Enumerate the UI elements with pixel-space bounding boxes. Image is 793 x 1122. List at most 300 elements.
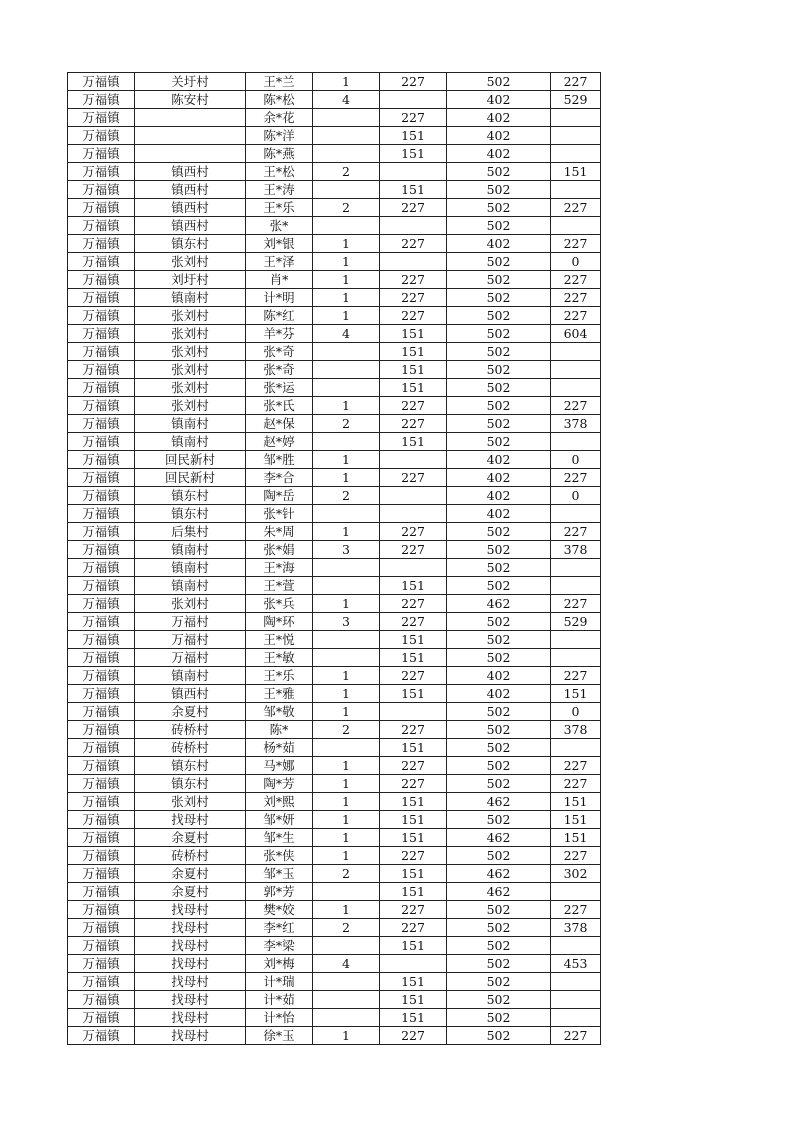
town-cell: 万福镇: [68, 523, 135, 541]
amount-a-cell: 227: [380, 667, 447, 685]
village-cell: [135, 145, 246, 163]
town-cell: 万福镇: [68, 235, 135, 253]
amount-a-cell: 227: [380, 775, 447, 793]
count-cell: [313, 217, 380, 235]
amount-b-cell: 402: [447, 127, 551, 145]
table-row: [68, 865, 601, 883]
name-cell: 陈*红: [246, 307, 313, 325]
village-cell: 张刘村: [135, 793, 246, 811]
name-cell: 王*悦: [246, 631, 313, 649]
name-cell: 王*敏: [246, 649, 313, 667]
amount-a-cell: 227: [380, 73, 447, 91]
amount-b-cell: 502: [447, 379, 551, 397]
town-cell: 万福镇: [68, 433, 135, 451]
name-cell: 王*松: [246, 163, 313, 181]
table-row: [68, 379, 601, 397]
table-row: [68, 937, 601, 955]
table-row: [68, 991, 601, 1009]
table-row: [68, 793, 601, 811]
amount-b-cell: 402: [447, 451, 551, 469]
total-cell: 227: [551, 235, 601, 253]
amount-b-cell: 402: [447, 685, 551, 703]
count-cell: [313, 433, 380, 451]
table-row: [68, 667, 601, 685]
total-cell: 227: [551, 397, 601, 415]
count-cell: 1: [313, 271, 380, 289]
table-row: [68, 91, 601, 109]
total-cell: 227: [551, 271, 601, 289]
total-cell: 227: [551, 289, 601, 307]
total-cell: 151: [551, 685, 601, 703]
name-cell: 陈*燕: [246, 145, 313, 163]
table-row: [68, 415, 601, 433]
total-cell: 604: [551, 325, 601, 343]
amount-b-cell: 502: [447, 325, 551, 343]
count-cell: [313, 577, 380, 595]
town-cell: 万福镇: [68, 667, 135, 685]
village-cell: 张刘村: [135, 361, 246, 379]
village-cell: 镇东村: [135, 505, 246, 523]
town-cell: 万福镇: [68, 757, 135, 775]
village-cell: 找母村: [135, 937, 246, 955]
name-cell: 王*乐: [246, 667, 313, 685]
table-row: [68, 253, 601, 271]
name-cell: 计*明: [246, 289, 313, 307]
amount-b-cell: 502: [447, 577, 551, 595]
table-row: [68, 523, 601, 541]
village-cell: 镇西村: [135, 685, 246, 703]
count-cell: 1: [313, 397, 380, 415]
amount-a-cell: 227: [380, 613, 447, 631]
total-cell: 227: [551, 901, 601, 919]
town-cell: 万福镇: [68, 991, 135, 1009]
name-cell: 邹*生: [246, 829, 313, 847]
amount-b-cell: 502: [447, 523, 551, 541]
total-cell: [551, 631, 601, 649]
amount-b-cell: 502: [447, 271, 551, 289]
village-cell: 回民新村: [135, 469, 246, 487]
total-cell: 378: [551, 541, 601, 559]
name-cell: 赵*保: [246, 415, 313, 433]
amount-a-cell: 227: [380, 289, 447, 307]
village-cell: 找母村: [135, 1009, 246, 1027]
name-cell: 张*针: [246, 505, 313, 523]
table-row: [68, 505, 601, 523]
total-cell: 227: [551, 595, 601, 613]
total-cell: [551, 991, 601, 1009]
amount-a-cell: 151: [380, 649, 447, 667]
name-cell: 张*娟: [246, 541, 313, 559]
amount-b-cell: 502: [447, 631, 551, 649]
count-cell: 1: [313, 73, 380, 91]
town-cell: 万福镇: [68, 829, 135, 847]
amount-a-cell: 227: [380, 469, 447, 487]
count-cell: 3: [313, 541, 380, 559]
amount-a-cell: 227: [380, 595, 447, 613]
table-row: [68, 649, 601, 667]
village-cell: 刘圩村: [135, 271, 246, 289]
name-cell: 邹*胜: [246, 451, 313, 469]
amount-a-cell: 151: [380, 937, 447, 955]
town-cell: 万福镇: [68, 325, 135, 343]
table-row: [68, 73, 601, 91]
name-cell: 张*奇: [246, 361, 313, 379]
table-row: [68, 811, 601, 829]
amount-b-cell: 502: [447, 307, 551, 325]
name-cell: 陶*岳: [246, 487, 313, 505]
name-cell: 李*梁: [246, 937, 313, 955]
amount-b-cell: 462: [447, 883, 551, 901]
amount-a-cell: 151: [380, 433, 447, 451]
name-cell: 邹*妍: [246, 811, 313, 829]
name-cell: 杨*茹: [246, 739, 313, 757]
name-cell: 王*兰: [246, 73, 313, 91]
count-cell: [313, 505, 380, 523]
town-cell: 万福镇: [68, 505, 135, 523]
village-cell: 镇南村: [135, 559, 246, 577]
total-cell: 227: [551, 757, 601, 775]
name-cell: 徐*玉: [246, 1027, 313, 1045]
amount-a-cell: [380, 451, 447, 469]
table-row: [68, 397, 601, 415]
table-row: [68, 271, 601, 289]
amount-b-cell: 502: [447, 649, 551, 667]
amount-b-cell: 502: [447, 217, 551, 235]
amount-b-cell: 502: [447, 847, 551, 865]
amount-b-cell: 402: [447, 667, 551, 685]
table-row: [68, 955, 601, 973]
town-cell: 万福镇: [68, 1027, 135, 1045]
count-cell: 1: [313, 811, 380, 829]
count-cell: [313, 145, 380, 163]
amount-b-cell: 502: [447, 775, 551, 793]
total-cell: 453: [551, 955, 601, 973]
village-cell: 张刘村: [135, 343, 246, 361]
data-table: [67, 72, 601, 1045]
amount-a-cell: 151: [380, 577, 447, 595]
town-cell: 万福镇: [68, 793, 135, 811]
table-row: [68, 163, 601, 181]
amount-a-cell: 151: [380, 325, 447, 343]
village-cell: 镇西村: [135, 181, 246, 199]
town-cell: 万福镇: [68, 217, 135, 235]
table-row: [68, 109, 601, 127]
village-cell: 镇西村: [135, 217, 246, 235]
town-cell: 万福镇: [68, 937, 135, 955]
town-cell: 万福镇: [68, 109, 135, 127]
village-cell: 找母村: [135, 955, 246, 973]
table-row: [68, 595, 601, 613]
total-cell: 227: [551, 775, 601, 793]
town-cell: 万福镇: [68, 199, 135, 217]
town-cell: 万福镇: [68, 901, 135, 919]
count-cell: [313, 361, 380, 379]
amount-a-cell: [380, 253, 447, 271]
village-cell: 余夏村: [135, 703, 246, 721]
total-cell: 227: [551, 1027, 601, 1045]
total-cell: [551, 883, 601, 901]
amount-a-cell: 227: [380, 271, 447, 289]
amount-b-cell: 502: [447, 343, 551, 361]
village-cell: 万福村: [135, 649, 246, 667]
town-cell: 万福镇: [68, 577, 135, 595]
village-cell: 镇东村: [135, 235, 246, 253]
town-cell: 万福镇: [68, 649, 135, 667]
village-cell: 砖桥村: [135, 739, 246, 757]
amount-b-cell: 402: [447, 235, 551, 253]
village-cell: 找母村: [135, 919, 246, 937]
name-cell: 李*合: [246, 469, 313, 487]
count-cell: 1: [313, 775, 380, 793]
table-row: [68, 325, 601, 343]
town-cell: 万福镇: [68, 127, 135, 145]
name-cell: 刘*梅: [246, 955, 313, 973]
town-cell: 万福镇: [68, 955, 135, 973]
table-row: [68, 451, 601, 469]
name-cell: 陶*芳: [246, 775, 313, 793]
table-row: [68, 829, 601, 847]
amount-a-cell: [380, 505, 447, 523]
count-cell: 1: [313, 469, 380, 487]
town-cell: 万福镇: [68, 559, 135, 577]
name-cell: 朱*周: [246, 523, 313, 541]
town-cell: 万福镇: [68, 919, 135, 937]
amount-b-cell: 502: [447, 253, 551, 271]
name-cell: 张*氏: [246, 397, 313, 415]
table-row: [68, 361, 601, 379]
count-cell: [313, 631, 380, 649]
table-row: [68, 685, 601, 703]
table-row: [68, 469, 601, 487]
amount-b-cell: 502: [447, 739, 551, 757]
total-cell: 378: [551, 415, 601, 433]
name-cell: 张*兵: [246, 595, 313, 613]
total-cell: 227: [551, 523, 601, 541]
town-cell: 万福镇: [68, 361, 135, 379]
amount-b-cell: 502: [447, 397, 551, 415]
table-row: [68, 577, 601, 595]
total-cell: 227: [551, 847, 601, 865]
village-cell: 镇东村: [135, 775, 246, 793]
village-cell: 回民新村: [135, 451, 246, 469]
amount-b-cell: 462: [447, 595, 551, 613]
amount-a-cell: 227: [380, 757, 447, 775]
town-cell: 万福镇: [68, 487, 135, 505]
table-row: [68, 217, 601, 235]
name-cell: 邹*玉: [246, 865, 313, 883]
total-cell: 529: [551, 91, 601, 109]
town-cell: 万福镇: [68, 541, 135, 559]
count-cell: 1: [313, 901, 380, 919]
village-cell: 余夏村: [135, 865, 246, 883]
total-cell: 378: [551, 919, 601, 937]
count-cell: [313, 937, 380, 955]
table-row: [68, 613, 601, 631]
total-cell: [551, 343, 601, 361]
amount-a-cell: 151: [380, 1009, 447, 1027]
amount-b-cell: 402: [447, 145, 551, 163]
amount-b-cell: 502: [447, 703, 551, 721]
amount-a-cell: 227: [380, 847, 447, 865]
total-cell: 151: [551, 163, 601, 181]
village-cell: 张刘村: [135, 307, 246, 325]
table-row: [68, 235, 601, 253]
count-cell: [313, 379, 380, 397]
amount-a-cell: 151: [380, 181, 447, 199]
village-cell: [135, 109, 246, 127]
amount-a-cell: 227: [380, 109, 447, 127]
amount-a-cell: 227: [380, 721, 447, 739]
amount-b-cell: 502: [447, 1027, 551, 1045]
count-cell: [313, 559, 380, 577]
count-cell: 2: [313, 163, 380, 181]
table-body: [68, 73, 601, 1045]
count-cell: 1: [313, 847, 380, 865]
village-cell: 镇南村: [135, 433, 246, 451]
total-cell: 151: [551, 829, 601, 847]
town-cell: 万福镇: [68, 307, 135, 325]
count-cell: 1: [313, 757, 380, 775]
total-cell: [551, 649, 601, 667]
amount-a-cell: 227: [380, 307, 447, 325]
total-cell: [551, 109, 601, 127]
village-cell: 镇东村: [135, 487, 246, 505]
village-cell: 张刘村: [135, 325, 246, 343]
count-cell: 2: [313, 919, 380, 937]
village-cell: 张刘村: [135, 595, 246, 613]
amount-a-cell: 227: [380, 397, 447, 415]
village-cell: 陈安村: [135, 91, 246, 109]
town-cell: 万福镇: [68, 181, 135, 199]
amount-a-cell: 151: [380, 865, 447, 883]
town-cell: 万福镇: [68, 973, 135, 991]
town-cell: 万福镇: [68, 883, 135, 901]
count-cell: [313, 991, 380, 1009]
name-cell: 余*花: [246, 109, 313, 127]
village-cell: 张刘村: [135, 397, 246, 415]
town-cell: 万福镇: [68, 415, 135, 433]
amount-b-cell: 502: [447, 415, 551, 433]
count-cell: 1: [313, 703, 380, 721]
amount-b-cell: 402: [447, 487, 551, 505]
town-cell: 万福镇: [68, 631, 135, 649]
count-cell: 4: [313, 955, 380, 973]
amount-a-cell: [380, 487, 447, 505]
total-cell: 302: [551, 865, 601, 883]
count-cell: 2: [313, 865, 380, 883]
village-cell: 砖桥村: [135, 721, 246, 739]
table-row: [68, 703, 601, 721]
town-cell: 万福镇: [68, 775, 135, 793]
total-cell: 378: [551, 721, 601, 739]
total-cell: [551, 973, 601, 991]
town-cell: 万福镇: [68, 91, 135, 109]
amount-b-cell: 402: [447, 505, 551, 523]
total-cell: [551, 379, 601, 397]
amount-a-cell: [380, 559, 447, 577]
total-cell: 227: [551, 469, 601, 487]
total-cell: 227: [551, 307, 601, 325]
amount-b-cell: 502: [447, 811, 551, 829]
town-cell: 万福镇: [68, 721, 135, 739]
amount-b-cell: 462: [447, 865, 551, 883]
total-cell: [551, 181, 601, 199]
amount-a-cell: 227: [380, 523, 447, 541]
amount-a-cell: 227: [380, 415, 447, 433]
total-cell: [551, 1009, 601, 1027]
village-cell: 镇南村: [135, 577, 246, 595]
village-cell: 砖桥村: [135, 847, 246, 865]
amount-b-cell: 462: [447, 793, 551, 811]
table-row: [68, 1027, 601, 1045]
total-cell: [551, 433, 601, 451]
count-cell: [313, 127, 380, 145]
count-cell: 3: [313, 613, 380, 631]
name-cell: 张*运: [246, 379, 313, 397]
count-cell: 1: [313, 1027, 380, 1045]
total-cell: 529: [551, 613, 601, 631]
count-cell: 1: [313, 235, 380, 253]
amount-a-cell: 151: [380, 883, 447, 901]
town-cell: 万福镇: [68, 613, 135, 631]
table-row: [68, 433, 601, 451]
name-cell: 刘*熙: [246, 793, 313, 811]
total-cell: 151: [551, 811, 601, 829]
village-cell: 张刘村: [135, 253, 246, 271]
table-row: [68, 721, 601, 739]
name-cell: 陶*环: [246, 613, 313, 631]
count-cell: 1: [313, 289, 380, 307]
village-cell: 万福村: [135, 613, 246, 631]
amount-a-cell: 151: [380, 811, 447, 829]
count-cell: 1: [313, 307, 380, 325]
town-cell: 万福镇: [68, 685, 135, 703]
amount-a-cell: 227: [380, 541, 447, 559]
name-cell: 张*奇: [246, 343, 313, 361]
count-cell: [313, 739, 380, 757]
name-cell: 计*瑞: [246, 973, 313, 991]
table-row: [68, 199, 601, 217]
village-cell: 镇南村: [135, 541, 246, 559]
amount-b-cell: 502: [447, 181, 551, 199]
amount-b-cell: 402: [447, 469, 551, 487]
amount-a-cell: [380, 91, 447, 109]
count-cell: 2: [313, 199, 380, 217]
count-cell: 4: [313, 91, 380, 109]
amount-b-cell: 502: [447, 199, 551, 217]
count-cell: 1: [313, 685, 380, 703]
amount-b-cell: 502: [447, 289, 551, 307]
amount-a-cell: 151: [380, 685, 447, 703]
town-cell: 万福镇: [68, 379, 135, 397]
village-cell: 找母村: [135, 991, 246, 1009]
village-cell: 找母村: [135, 811, 246, 829]
amount-a-cell: 227: [380, 199, 447, 217]
count-cell: 1: [313, 793, 380, 811]
total-cell: 0: [551, 703, 601, 721]
name-cell: 羊*芬: [246, 325, 313, 343]
count-cell: 2: [313, 415, 380, 433]
table-row: [68, 145, 601, 163]
total-cell: [551, 937, 601, 955]
total-cell: [551, 559, 601, 577]
amount-a-cell: [380, 163, 447, 181]
amount-b-cell: 502: [447, 955, 551, 973]
table-row: [68, 1009, 601, 1027]
count-cell: [313, 883, 380, 901]
village-cell: 镇南村: [135, 667, 246, 685]
town-cell: 万福镇: [68, 271, 135, 289]
